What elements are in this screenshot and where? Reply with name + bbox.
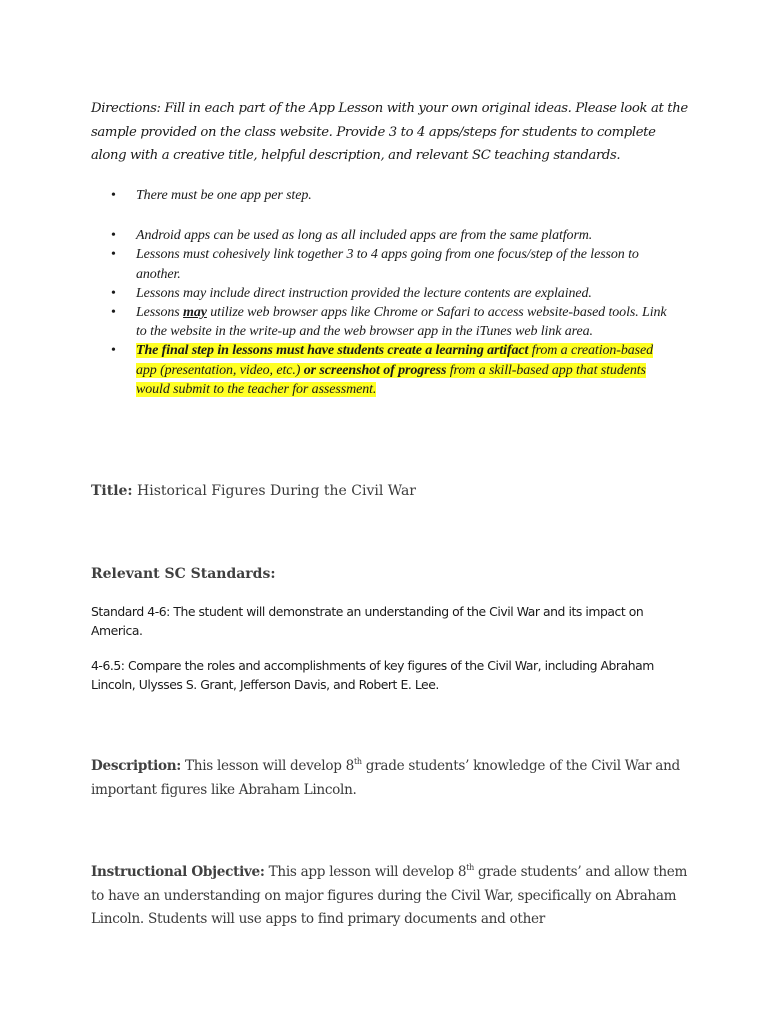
rule-cohesive-link <box>91 245 676 283</box>
standard-4-6: Standard 4-6: The student will demonstrate an understanding of the Civil War and its impact on America. <box>91 604 644 638</box>
rule-text: Android apps can be used as long as all included apps are from the same platform. <box>136 228 593 244</box>
rule-emphasis-may: may <box>183 305 207 321</box>
rule-text: There must be one app per step. <box>136 188 312 203</box>
rule-web-browser-apps <box>91 303 676 341</box>
rule-text: Lessons must cohesively link together 3 to 4 apps going from one focus/step of the lesson to another. <box>136 247 639 282</box>
rule-one-app-per-step <box>91 186 676 205</box>
description-paragraph <box>91 755 691 802</box>
rule-text: from a creation-based app (presentation, video, etc.) <box>136 343 654 378</box>
rule-direct-instruction <box>91 284 676 303</box>
rule-bold-screenshot: or screenshot of progress <box>303 362 447 378</box>
title-label: Title: <box>91 483 133 499</box>
rule-text: from a skill-based app that students would submit to the teacher for assessment. <box>136 362 646 397</box>
standards-heading: Relevant SC Standards: <box>91 566 276 582</box>
objective-paragraph <box>91 861 691 932</box>
title-line <box>91 483 416 499</box>
objective-superscript: th <box>466 863 474 872</box>
directions-text: Directions: Fill in each part of the App Lesson with your own original ideas. Please look at the sample provided on the class website. Provide 3 to 4 apps/steps for students to complete along with a creative title, helpful description, and relevant SC teaching standards. <box>91 101 688 164</box>
description-text: grade students’ knowledge of the Civil War and important figures like Abraham Lincoln. <box>91 758 680 798</box>
rule-android-apps <box>91 226 676 245</box>
rule-final-step <box>91 341 676 399</box>
rule-text: Lessons may include direct instruction provided the lecture contents are explained. <box>136 285 592 301</box>
description-text: This lesson will develop 8 <box>181 758 354 774</box>
rule-text: Lessons <box>136 305 184 321</box>
title-value: Historical Figures During the Civil War <box>132 483 416 499</box>
rule-bold-artifact: The final step in lessons must have students create a learning artifact <box>136 343 529 359</box>
rule-text: utilize web browser apps like Chrome or Safari to access website-based tools. Link to the website in the write-up and the web browser app in the iTunes web link area. <box>136 305 667 340</box>
standard-4-6-5: 4-6.5: Compare the roles and accomplishments of key figures of the Civil War, including Abraham Lincoln, Ulysses S. Grant, Jefferson Davis, and Robert E. Lee. <box>91 658 654 692</box>
rules-list <box>91 186 691 399</box>
description-superscript: th <box>353 757 362 766</box>
description-label: Description: <box>91 758 182 774</box>
objective-label: Instructional Objective: <box>91 864 265 880</box>
objective-text: grade students’ and allow them to have an understanding on major figures during the Civil War, specifically on Abraham Lincoln. Students will use apps to find primary documents and other <box>91 864 688 928</box>
objective-text: This app lesson will develop 8 <box>264 864 467 880</box>
